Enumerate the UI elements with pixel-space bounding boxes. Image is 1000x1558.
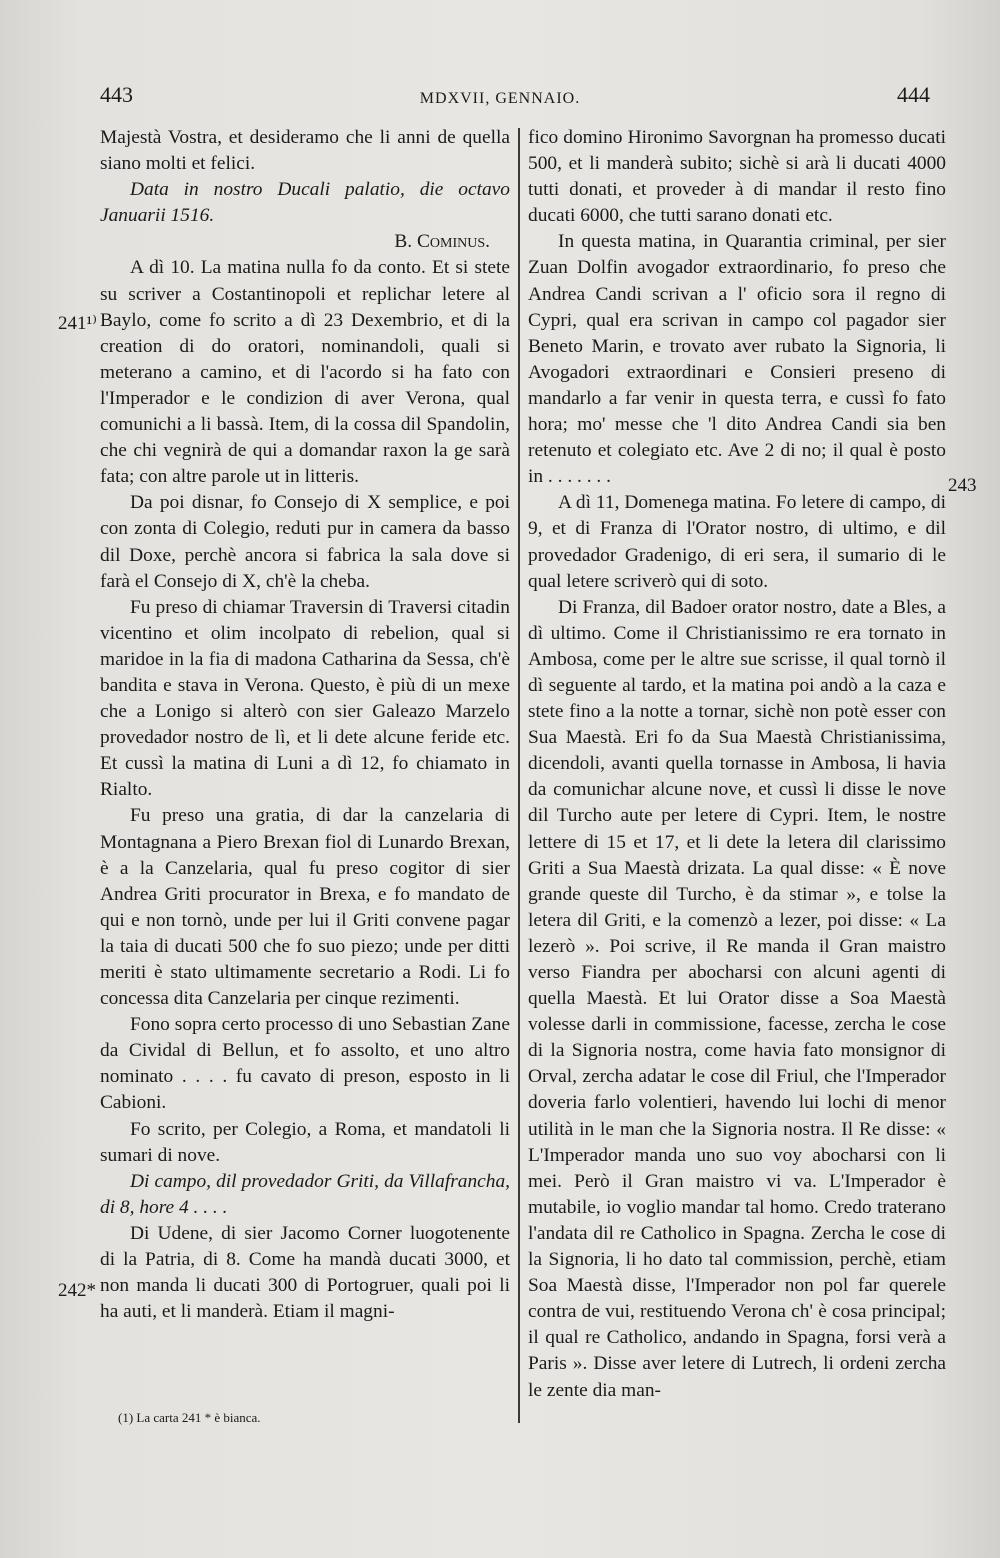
paragraph: Di Franza, dil Badoer orator nostro, date a Bles, a dì ultimo. Come il Christianissimo re era tornato in Ambosa, come per le altre sue scrisse, il qual tornò il dì seguente al tardo, et la matina poi andò a la caza e stete fino a la notte a tornar, sichè non potè esser con Sua Maestà. Eri fo da Sua Maestà Christianissima, dicendoli, avanti quella tornasse in Ambosa, li havia da comunichar alcune nove, et cussì li disse le nove dil Turcho aute per letere di Cypri. Item, le nostre lettere di 15 et 17, et li dete la letera dil clarissimo Griti a Sua Maestà drizata. La qual disse: « È nove grande queste dil Turcho, è da stimar », e tolse la letera dil Griti, e la comenzò a lezer, poi disse: « La lezerò ». Poi scrive, il Re manda il Gran maistro verso Fiandra per abocharsi con alcuni agenti di quella Maestà. Et lui Orator disse a Soa Maestà volesse darli in commissione, facesse, zercha le cose di la Signoria nostra, come havia fato monsignor di Orval, zercha adatar le cose dil Friul, che l'Imperador doveria farlo volentieri, havendo lui lochi di menor utilità in le man che la Signoria nostra. Il Re disse: « L'Imperador manda uno suo voy abocharsi con li mei. Però il Gran maistro vi va. L'Imperador è mutabile, io voglio mandar tal homo. Credo traterano l'andata dil re Catholico in Spagna. Zercha le cose di la Signoria, li ho dato tal commission, perchè, etiam Soa Maestà disse, l'Imperador non pol far querele contra de vui, restituendo Verona ch' è cosa principal; il qual re Catholico, andando in Spagna, forsi verà a Paris ». Disse aver letere di Lutrech, li ordeni zercha le zente dia man- [528,596,946,1401]
paragraph: In questa matina, in Quarantia criminal, per sier Zuan Dolfin avogador extraordinario, fo preso che Andrea Candi scrivan a l' oficio sora il regno di Cypri, qual era scrivan in campo col pagador sier Beneto Marin, e trovato aver rubato la Signoria, li Avogadori extraordinari e Consieri preseno di mandarlo a far venir in questa terra, e cussì fo fato hora; mo' messe che 'l dito Andrea Candi sia ben retenuto et colegiato etc. Ave 2 di no; il qual è posto in . . . . . . . [528,231,946,488]
margin-note-243: 243 [948,475,977,496]
signature: B. Cominus. [394,231,490,253]
left-column [100,125,510,1325]
margin-note-241: 241¹⁾ [58,313,97,334]
running-title: MDXVII, GENNAIO. [419,90,581,107]
paragraph: Fo scrito, per Colegio, a Roma, et mandatoli li sumari di nove. [100,1118,510,1166]
paragraph: Majestà Vostra, et desideramo che li anni de quella siano molti et felici. [100,127,510,175]
paragraph: Di campo, dil provedador Griti, da Villafrancha, di 8, hore 4 . . . . [100,1170,510,1218]
paragraph: Fu preso una gratia, di dar la canzelaria di Montagnana a Piero Brexan fiol di Lunardo Brexan, è a la Canzelaria, qual fu preso cogitor di sier Andrea Griti procurator in Brexa, e fo mandato de qui e non tornò, unde per lui il Griti convene pagar la taia di ducati 500 che fo suo piezo; unde per ditti meriti è stato ultimamente secretario a Rodi. Li fo concessa dita Canzelaria per cinque rezimenti. [100,805,510,1010]
paragraph: Di Udene, di sier Jacomo Corner luogotenente di la Patria, di 8. Come ha mandà ducati 3000, et non manda li ducati 300 di Portogruer, quali poi li ha auti, et li manderà. Etiam il magni- [100,1222,510,1323]
paragraph: A dì 10. La matina nulla fo da conto. Et si stete su scriver a Costantinopoli et replichar letere al Baylo, come fo scrito a dì 23 Dexembrio, et di la creation di do oratori, nominandoli, quali si meterano a camino, et di l'acordo si ha fato con l'Imperador e le condizion di aver Verona, qual comunichi a li bassà. Item, di la cossa dil Spandolin, che chi vegnirà de qui a domandar raxon la ge sarà fata; con altre parole ut in litteris. [100,257,510,488]
paragraph: fico domino Hironimo Savorgnan ha promesso ducati 500, et li manderà subito; sichè si arà li ducati 4000 tutti donati, et proveder à di mandar il resto fino ducati 6000, che tutti sarano donati etc. [528,127,946,227]
column-divider [518,128,520,1423]
margin-note-242: 242* [58,1280,96,1301]
paragraph: Fono sopra certo processo di uno Sebastian Zane da Cividal di Bellun, et fo assolto, et uno altro nominato . . . . fu cavato di preson, esposto in li Cabioni. [100,1014,510,1114]
footnote: (1) La carta 241 * è bianca. [118,1410,261,1425]
paragraph: Fu preso di chiamar Traversin di Traversi citadin vicentino et olim incolpato di rebelion, qual si maridoe in la fia di madona Catharina da Sessa, ch'è bandita e stava in Verona. Questo, è più di un mexe che a Lonigo si alterò con sier Galeazo Marzelo provedador nostro de lì, et li dete alcune feride etc. Et cussì la matina di Luni a dì 12, fo chiamato in Rialto. [100,596,510,801]
paragraph: Data in nostro Ducali palatio, die octavo Januarii 1516. [100,179,510,227]
left-page-number: 443 [100,82,133,107]
paragraph: A dì 11, Domenega matina. Fo letere di campo, di 9, et di Franza di l'Orator nostro, di ultimo, e dil provedador Gradenigo, di eri sera, il sumario di le qual letere scriverò qui di soto. [528,492,946,592]
paragraph: Da poi disnar, fo Consejo di X semplice, e poi con zonta di Colegio, reduti pur in camera da basso dil Doxe, perchè ancora si fabrica la sala dove si farà el Consejo di X, ch'è la cheba. [100,492,510,592]
right-column [528,125,946,1404]
right-page-number: 444 [897,82,930,107]
